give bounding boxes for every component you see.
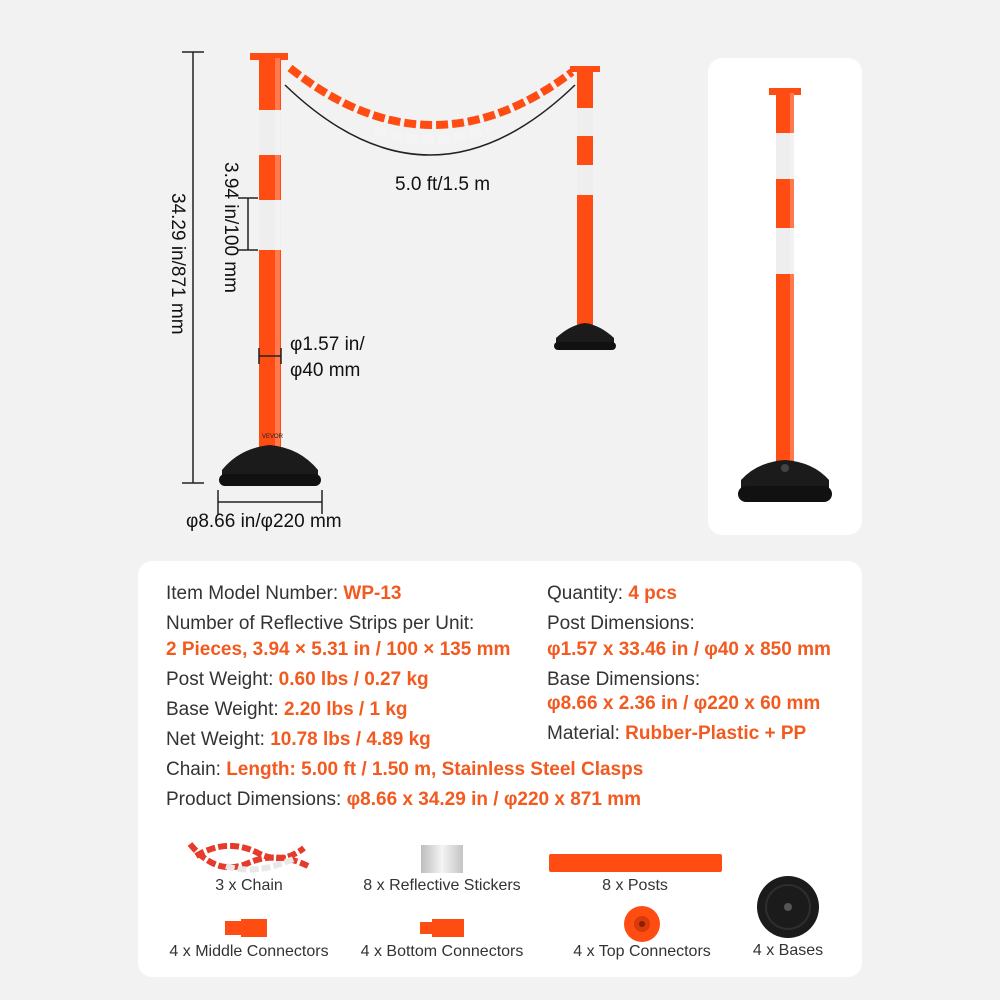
middle-connector-image [225, 917, 267, 939]
middle-connector-label: 4 x Middle Connectors [169, 943, 329, 960]
single-post-image [708, 58, 862, 535]
spec-strips-label: Number of Reflective Strips per Unit: [166, 613, 475, 634]
post-component-image [549, 854, 722, 872]
base-component-image [756, 875, 820, 939]
spec-post-dimensions-value: φ1.57 x 33.46 in / φ40 x 850 mm [547, 639, 831, 660]
spec-material: Material: Rubber-Plastic + PP [547, 723, 807, 744]
spec-product-dimensions: Product Dimensions: φ8.66 x 34.29 in / φ220 x 871 mm [166, 789, 642, 810]
spec-post-weight: Post Weight: 0.60 lbs / 0.27 kg [166, 669, 429, 690]
bottom-connector-label: 4 x Bottom Connectors [360, 943, 524, 960]
chain-component-image [186, 836, 312, 876]
bottom-connector-image [420, 917, 464, 939]
spec-strips-value: 2 Pieces, 3.94 × 5.31 in / 100 × 135 mm [166, 639, 511, 660]
brand-mark: VEVOR [262, 434, 284, 440]
chain [290, 68, 572, 140]
post-diameter-line2: φ40 mm [290, 360, 361, 381]
single-post-card [708, 58, 862, 535]
spec-model: Item Model Number: WP-13 [166, 583, 402, 604]
reflective-sticker-image [421, 845, 463, 873]
post-diameter-label [290, 332, 365, 384]
spec-base-dimensions-label: Base Dimensions: [547, 669, 701, 690]
spec-quantity: Quantity: 4 pcs [547, 583, 677, 604]
post-diameter-line1: φ1.57 in/ [290, 334, 365, 355]
spec-net-weight: Net Weight: 10.78 lbs / 4.89 kg [166, 729, 431, 750]
spec-post-dimensions-label: Post Dimensions: [547, 613, 695, 634]
top-connector-label: 4 x Top Connectors [573, 943, 711, 960]
base-component-label: 4 x Bases [752, 942, 824, 959]
product-dimension-illustration [0, 0, 700, 560]
post-component-label: 8 x Posts [602, 877, 668, 894]
height-dimension-label: 34.29 in/871 mm [167, 193, 188, 335]
chain-component-label: 3 x Chain [215, 877, 283, 894]
spec-base-dimensions-value: φ8.66 x 2.36 in / φ220 x 60 mm [547, 693, 821, 714]
spec-chain: Chain: Length: 5.00 ft / 1.50 m, Stainless Steel Clasps [166, 759, 644, 780]
top-connector-image [623, 905, 661, 943]
reflective-sticker-label: 8 x Reflective Stickers [363, 877, 521, 894]
strip-dimension-label: 3.94 in/100 mm [220, 162, 241, 293]
chain-length-label: 5.0 ft/1.5 m [395, 174, 491, 195]
base-diameter-label: φ8.66 in/φ220 mm [186, 511, 342, 532]
spec-base-weight: Base Weight: 2.20 lbs / 1 kg [166, 699, 408, 720]
right-post [554, 66, 616, 350]
